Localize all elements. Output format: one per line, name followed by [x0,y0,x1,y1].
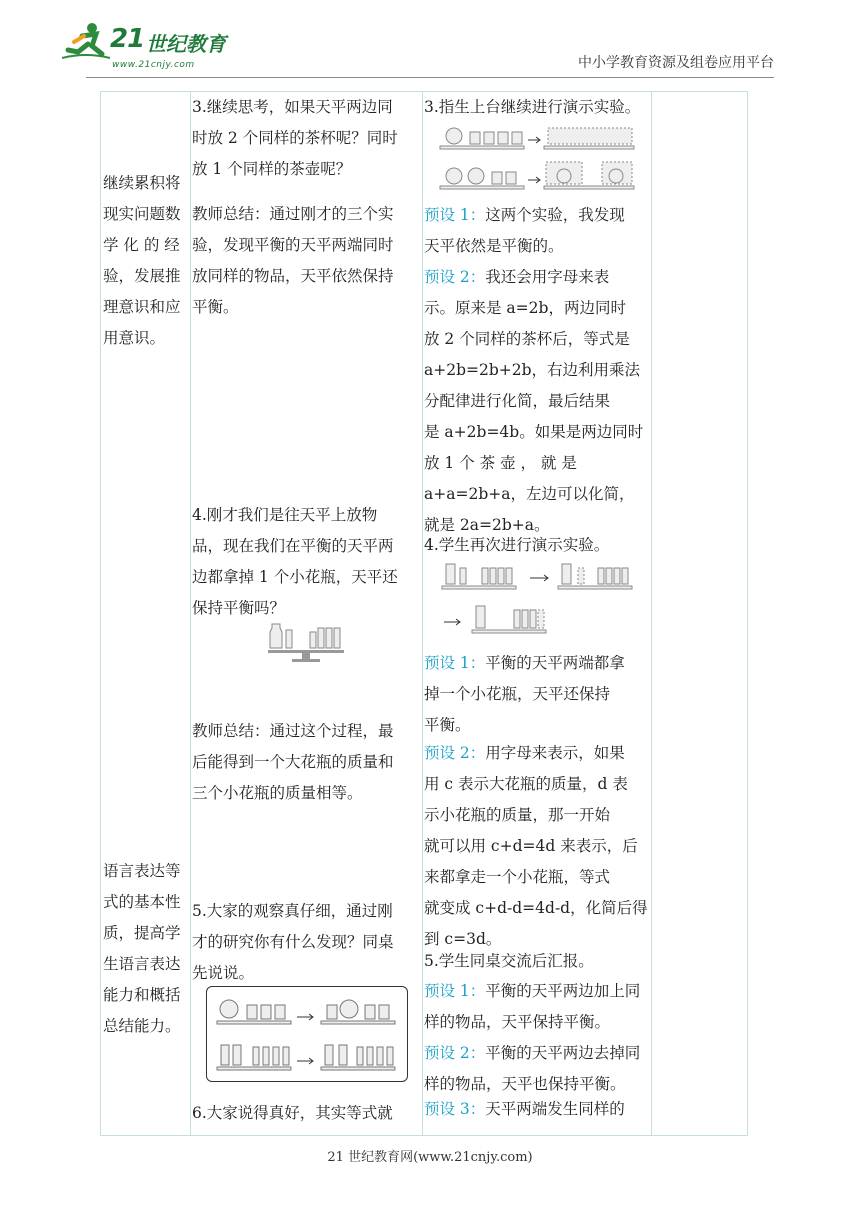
column-divider [422,92,423,1135]
column-divider [651,92,652,1135]
preset-label: 预设 2： [424,268,486,286]
balance-comparison-diagram [207,987,407,1081]
logo-url: www.21cnjy.com [112,60,195,70]
column-divider [190,92,191,1135]
preset-label: 预设 2： [424,744,486,762]
question-6: 6.大家说得真好，其实等式就 [192,1104,393,1122]
page-header [0,0,860,82]
preset-1-step-3: 预设 1：这两个实验，我发现 天平依然是平衡的。 [424,206,625,255]
student-step-5: 5.学生同桌交流后汇报。 [424,952,594,970]
framed-balance-figure [206,986,408,1082]
preset-label: 预设 3： [424,1100,486,1118]
page-footer: 21 世纪教育网(www.21cnjy.com) [327,1150,533,1165]
teacup-balance-figure [436,122,640,198]
question-3: 3.继续思考，如果天平两边同 时放 2 个同样的茶杯呢？同时 放 1 个同样的茶壶呢？ [192,98,398,178]
platform-title: 中小学教育资源及组卷应用平台 [578,55,774,71]
preset-label: 预设 1： [424,206,486,224]
student-step-3: 3.指生上台继续进行演示实验。 [424,98,641,116]
header-divider [86,77,774,78]
logo-text: 世纪教育 [146,32,226,56]
logo [62,20,262,76]
preset-3-step-5: 预设 3：天平两端发生同样的 [424,1100,625,1118]
teacher-summary-1: 教师总结：通过刚才的三个实 验，发现平衡的天平两端同时 放同样的物品，天平依然保持 平衡。 [192,205,394,316]
preset-2-step-3: 预设 2：我还会用字母来表 示。原来是 a=2b，两边同时 放 2 个同样的茶杯后，等式是 a+2b=2b+2b，右边利用乘法 分配律进行化简，最后结果 是 a+2b=4b。如果是两边同时 放 1 个 茶 壶 ， 就 是 a+a=2b+a，左边可以化简， 就是 2a=2b+a。 [424,268,644,534]
logo-number: 21 [110,24,145,54]
design-intent-1: 继续累积将 现实问题数 学 化 的 经 验，发展推 理意识和应 用意识。 [103,174,181,347]
question-4: 4.刚才我们是往天平上放物 品，现在我们在平衡的天平两 边都拿掉 1 个小花瓶，天平还 保持平衡吗？ [192,506,398,617]
teacher-summary-2: 教师总结：通过这个过程，最 后能得到一个大花瓶的质量和 三个小花瓶的质量相等。 [192,722,394,802]
preset-label: 预设 1： [424,982,486,1000]
runner-logo-icon [62,22,110,62]
preset-2-step-5: 预设 2：平衡的天平两边去掉同 样的物品，天平也保持平衡。 [424,1044,641,1093]
vase-balance-figure [264,620,348,664]
design-intent-2: 语言表达等 式的基本性 质，提高学 生语言表达 能力和概括 总结能力。 [103,862,181,1035]
student-step-4: 4.学生再次进行演示实验。 [424,536,610,554]
preset-label: 预设 1： [424,654,486,672]
vase-removal-figure [438,560,638,642]
preset-1-step-4: 预设 1：平衡的天平两端都拿 掉一个小花瓶，天平还保持 平衡。 [424,654,625,734]
preset-label: 预设 2： [424,1044,486,1062]
preset-1-step-5: 预设 1：平衡的天平两边加上同 样的物品，天平保持平衡。 [424,982,641,1031]
preset-2-step-4: 预设 2：用字母来表示，如果 用 c 表示大花瓶的质量，d 表 示小花瓶的质量，那一开始 就可以用 c+d=4d 来表示，后 来都拿走一个小花瓶，等式 就变成 c+d-d=4d-d，化简后得 到 c=3d。 [424,744,648,948]
question-5: 5.大家的观察真仔细，通过刚 才的研究你有什么发现？同桌 先说说。 [192,902,394,982]
lesson-table [100,91,748,1136]
